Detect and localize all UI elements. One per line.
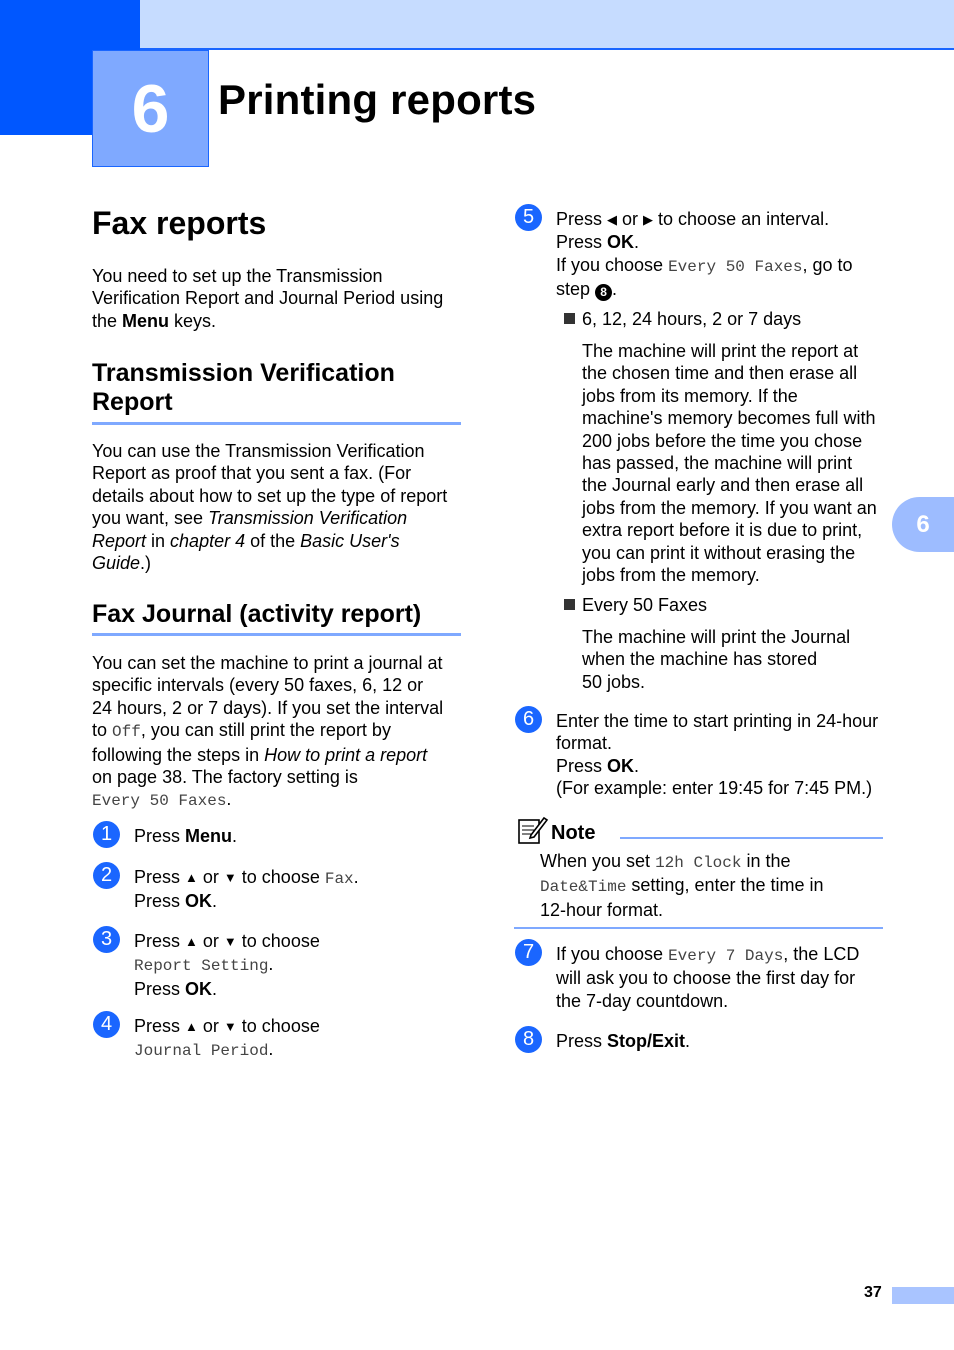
journal-paragraph: You can set the machine to print a journal at specific intervals (every 50 faxes, 6, 12 or 24 hours, 2 or 7 days). If you set the interval to Off, you can still print the report by following the steps in How to print a report on page 38. The factory setting is Every 50 Faxes. xyxy=(92,653,444,811)
bullet-description: The machine will print the Journal when the machine has stored 50 jobs. xyxy=(582,627,851,692)
chapter-number-box xyxy=(92,50,209,167)
step-text: Press ▲ or ▼ to choose Report Setting. Press OK. xyxy=(134,931,320,999)
bullet-icon xyxy=(564,313,575,324)
step-number: 6 xyxy=(515,706,542,733)
note-bottom-rule xyxy=(514,927,883,929)
stop-exit-key: Stop/Exit xyxy=(607,1031,686,1051)
up-arrow-icon: ▲ xyxy=(185,870,198,885)
heading-fax-journal: Fax Journal (activity report) xyxy=(92,600,422,628)
step-number: 2 xyxy=(93,862,120,889)
chapter-side-tab-label: 6 xyxy=(916,510,930,538)
heading-underline xyxy=(92,422,461,425)
heading-transmission-verification: Transmission Verification Report xyxy=(92,359,395,416)
footer-tab xyxy=(892,1287,954,1304)
intro-line: You need to set up the Transmission xyxy=(92,266,383,286)
ok-key: OK xyxy=(185,891,213,912)
step-number: 7 xyxy=(515,939,542,966)
step-number: 3 xyxy=(93,926,120,953)
bullet-label: Every 50 Faxes xyxy=(582,595,708,615)
note-title: Note xyxy=(551,822,596,844)
right-arrow-icon: ▶ xyxy=(643,212,654,227)
ok-key: OK xyxy=(607,232,635,253)
bullet-description: The machine will print the report at the chosen time and then erase all jobs from its memory. If the machine's memory becomes full with 200 jobs before the time you chose has passed, the machine will print the Journal early and then erase all jobs from the memory. If you want an extra report before it is due to print, you can print it without erasing the jobs from the memory. xyxy=(582,341,877,586)
menu-key: Menu xyxy=(185,826,233,846)
step-text: Press Stop/Exit. xyxy=(556,1031,691,1051)
step-text: If you choose Every 7 Days, the LCD will ask you to choose the first day for the 7-day countdown. xyxy=(556,944,860,1011)
page-number: 37 xyxy=(864,1284,882,1301)
step-text: Press ▲ or ▼ to choose Fax. Press OK. xyxy=(134,867,359,912)
note-top-rule xyxy=(620,837,883,839)
step-text: Enter the time to start printing in 24-hour format. Press OK. (For example: enter 19:45 for 7:45 PM.) xyxy=(556,711,879,799)
left-arrow-icon: ◀ xyxy=(607,212,618,227)
down-arrow-icon: ▼ xyxy=(223,870,237,885)
step-number: 8 xyxy=(515,1026,542,1053)
up-arrow-icon: ▲ xyxy=(185,1019,198,1034)
tvr-paragraph: You can use the Transmission Verification Report as proof that you sent a fax. (For details about how to set up the type of report you want, see Transmission Verification Report in chapter 4 of the Basic User's Guide.) xyxy=(92,441,448,574)
step-ref-8[interactable]: 8 xyxy=(595,284,612,301)
bullet-icon xyxy=(564,599,575,610)
intro-line: the Menu keys. xyxy=(92,310,217,331)
intro-line: Verification Report and Journal Period using xyxy=(92,288,444,309)
bullet-label: 6, 12, 24 hours, 2 or 7 days xyxy=(582,309,802,329)
step-number: 4 xyxy=(93,1011,120,1038)
chapter-number: 6 xyxy=(131,70,170,147)
ok-key: OK xyxy=(607,755,635,776)
chapter-title: Printing reports xyxy=(218,76,537,123)
ok-key: OK xyxy=(185,978,213,999)
chapter-side-tab[interactable] xyxy=(892,497,954,552)
step-text: Press ◀ or ▶ to choose an interval. Press OK. If you choose Every 50 Faxes, go to step 8 . xyxy=(556,209,853,300)
down-arrow-icon: ▼ xyxy=(223,1019,237,1034)
heading-underline xyxy=(92,633,461,636)
step-text: Press ▲ or ▼ to choose Journal Period. xyxy=(134,1016,320,1061)
section-title-fax-reports: Fax reports xyxy=(92,205,267,241)
step-text: Press Menu. xyxy=(134,826,238,846)
note-body: When you set 12h Clock in the Date&Time setting, enter the time in 12-hour format. xyxy=(540,851,824,920)
step-number: 5 xyxy=(515,204,542,231)
header-strip xyxy=(140,0,954,50)
link-tvr[interactable]: Transmission Verification xyxy=(208,508,408,529)
note-icon xyxy=(517,815,549,850)
up-arrow-icon: ▲ xyxy=(185,934,198,949)
link-how-to-print[interactable]: How to print a report xyxy=(264,744,428,765)
intro-paragraph xyxy=(92,265,472,332)
down-arrow-icon: ▼ xyxy=(223,934,237,949)
step-number: 1 xyxy=(93,821,120,848)
